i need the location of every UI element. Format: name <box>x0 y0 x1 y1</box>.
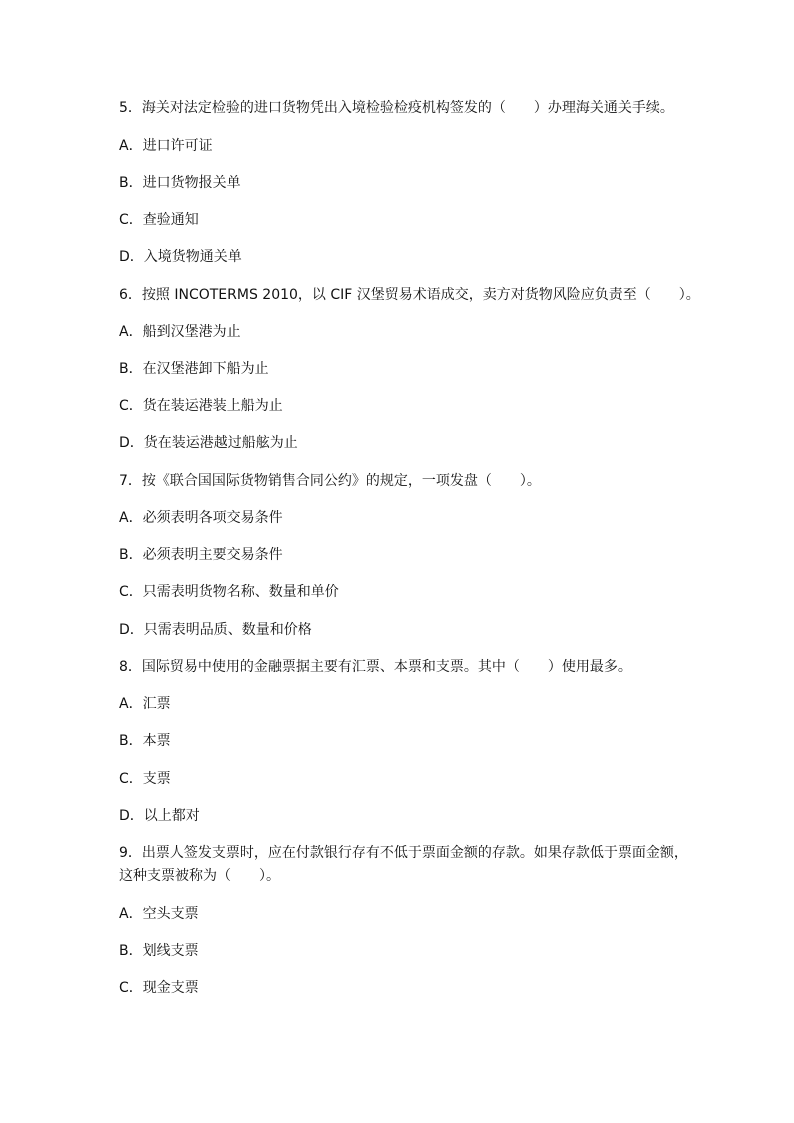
question-6-option-d: D．货在装运港越过船舷为止 <box>119 435 298 451</box>
question-7-option-b: B．必须表明主要交易条件 <box>119 547 283 563</box>
question-7-option-d: D．只需表明品质、数量和价格 <box>119 622 312 638</box>
question-8-stem: 8．国际贸易中使用的金融票据主要有汇票、本票和支票。其中（ ）使用最多。 <box>119 659 632 675</box>
question-5-option-d: D．入境货物通关单 <box>119 249 242 265</box>
question-9-stem-line-2: 这种支票被称为（ ）。 <box>119 868 280 884</box>
question-6-option-c: C．货在装运港装上船为止 <box>119 398 283 414</box>
question-9-option-c: C．现金支票 <box>119 980 199 996</box>
question-6-stem: 6．按照 INCOTERMS 2010，以 CIF 汉堡贸易术语成交，卖方对货物风险应负责至（ ）。 <box>119 287 700 303</box>
question-7-stem: 7．按《联合国国际货物销售合同公约》的规定，一项发盘（ ）。 <box>119 473 541 489</box>
question-9-stem-line-1: 9．出票人签发支票时，应在付款银行存有不低于票面金额的存款。如果存款低于票面金额， <box>119 845 688 861</box>
question-5-option-a: A．进口许可证 <box>119 138 213 154</box>
question-5-stem: 5．海关对法定检验的进口货物凭出入境检验检疫机构签发的（ ）办理海关通关手续。 <box>119 100 674 116</box>
question-8-option-b: B．本票 <box>119 733 171 749</box>
question-5-option-c: C．查验通知 <box>119 212 199 228</box>
question-6-option-a: A．船到汉堡港为止 <box>119 324 241 340</box>
question-7-option-a: A．必须表明各项交易条件 <box>119 510 283 526</box>
question-8-option-d: D．以上都对 <box>119 808 200 824</box>
question-6-option-b: B．在汉堡港卸下船为止 <box>119 361 269 377</box>
question-9-option-b: B．划线支票 <box>119 943 199 959</box>
question-8-option-c: C．支票 <box>119 771 171 787</box>
question-5-option-b: B．进口货物报关单 <box>119 175 241 191</box>
question-7-option-c: C．只需表明货物名称、数量和单价 <box>119 584 339 600</box>
question-9-option-a: A．空头支票 <box>119 906 199 922</box>
question-8-option-a: A．汇票 <box>119 696 171 712</box>
